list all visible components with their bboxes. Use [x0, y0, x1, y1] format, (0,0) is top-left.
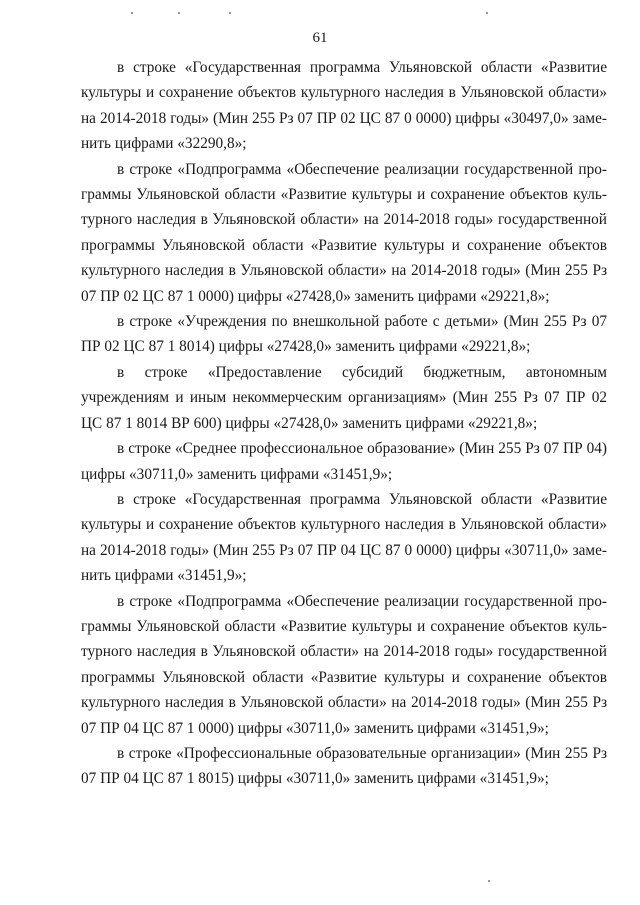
- scan-speck: [486, 12, 488, 14]
- paragraph: в строке «Профессиональные образовательные организации» (Мин 255 Рз 07 ПР 04 ЦС 87 1 8015) цифры «30711,0» заменить цифрами «31451,9»;: [81, 744, 607, 788]
- page-number: 61: [312, 30, 328, 46]
- paragraph: в строке «Учреждения по внешкольной работе с детьми» (Мин 255 Рз 07 ПР 02 ЦС 87 1 8014) цифры «27428,0» заменить цифрами «29221,8»;: [81, 313, 607, 356]
- paragraph: в строке «Среднее профессиональное образование» (Мин 255 Рз 07 ПР 04) цифры «30711,0» заменить цифрами «31451,9»;: [81, 440, 607, 483]
- document-body: [81, 55, 607, 792]
- scan-speck: [488, 880, 490, 882]
- paragraph: в строке «Предоставление субсидий бюджетным, автономным учреждениям и иным некоммерческим организациям» (Мин 255 Рз 07 ПР 02 ЦС 87 1 8014 ВР 600) цифры «27428,0» заменить цифрами «29221,8»;: [81, 363, 607, 432]
- scan-speck: [178, 12, 180, 14]
- scan-speck: [131, 12, 133, 14]
- paragraph: в строке «Подпрограмма «Обеспечение реализации государственной программы Ульяновской области «Развитие культуры и сохранение объектов культурного наследия в Ульяновской области» на 2014-2018 годы» государственной программы Ульяновской области «Развитие культуры и сохранение объектов культурного наследия в Ульяновской области» на 2014-2018 годы» (Мин 255 Рз 07 ПР 02 ЦС 87 1 0000) цифры «27428,0» заменить цифрами «29221,8»;: [81, 160, 607, 305]
- paragraph: в строке «Подпрограмма «Обеспечение реализации государственной программы Ульяновской области «Развитие культуры и сохранение объектов культурного наследия в Ульяновской области» на 2014-2018 годы» государственной программы Ульяновской области «Развитие культуры и сохранение объектов культурного наследия в Ульяновской области» на 2014-2018 годы» (Мин 255 Рз 07 ПР 04 ЦС 87 1 0000) цифры «30711,0» заменить цифрами «31451,9»;: [81, 592, 607, 737]
- paragraph: в строке «Государственная программа Ульяновской области «Развитие культуры и сохранение объектов культурного наследия в Ульяновской области» на 2014-2018 годы» (Мин 255 Рз 07 ПР 02 ЦС 87 0 0000) цифры «30497,0» заменить цифрами «32290,8»;: [81, 59, 607, 153]
- scan-speck: [229, 12, 231, 14]
- paragraph: в строке «Государственная программа Ульяновской области «Развитие культуры и сохранение объектов культурного наследия в Ульяновской области» на 2014-2018 годы» (Мин 255 Рз 07 ПР 04 ЦС 87 0 0000) цифры «30711,0» заменить цифрами «31451,9»;: [81, 490, 607, 585]
